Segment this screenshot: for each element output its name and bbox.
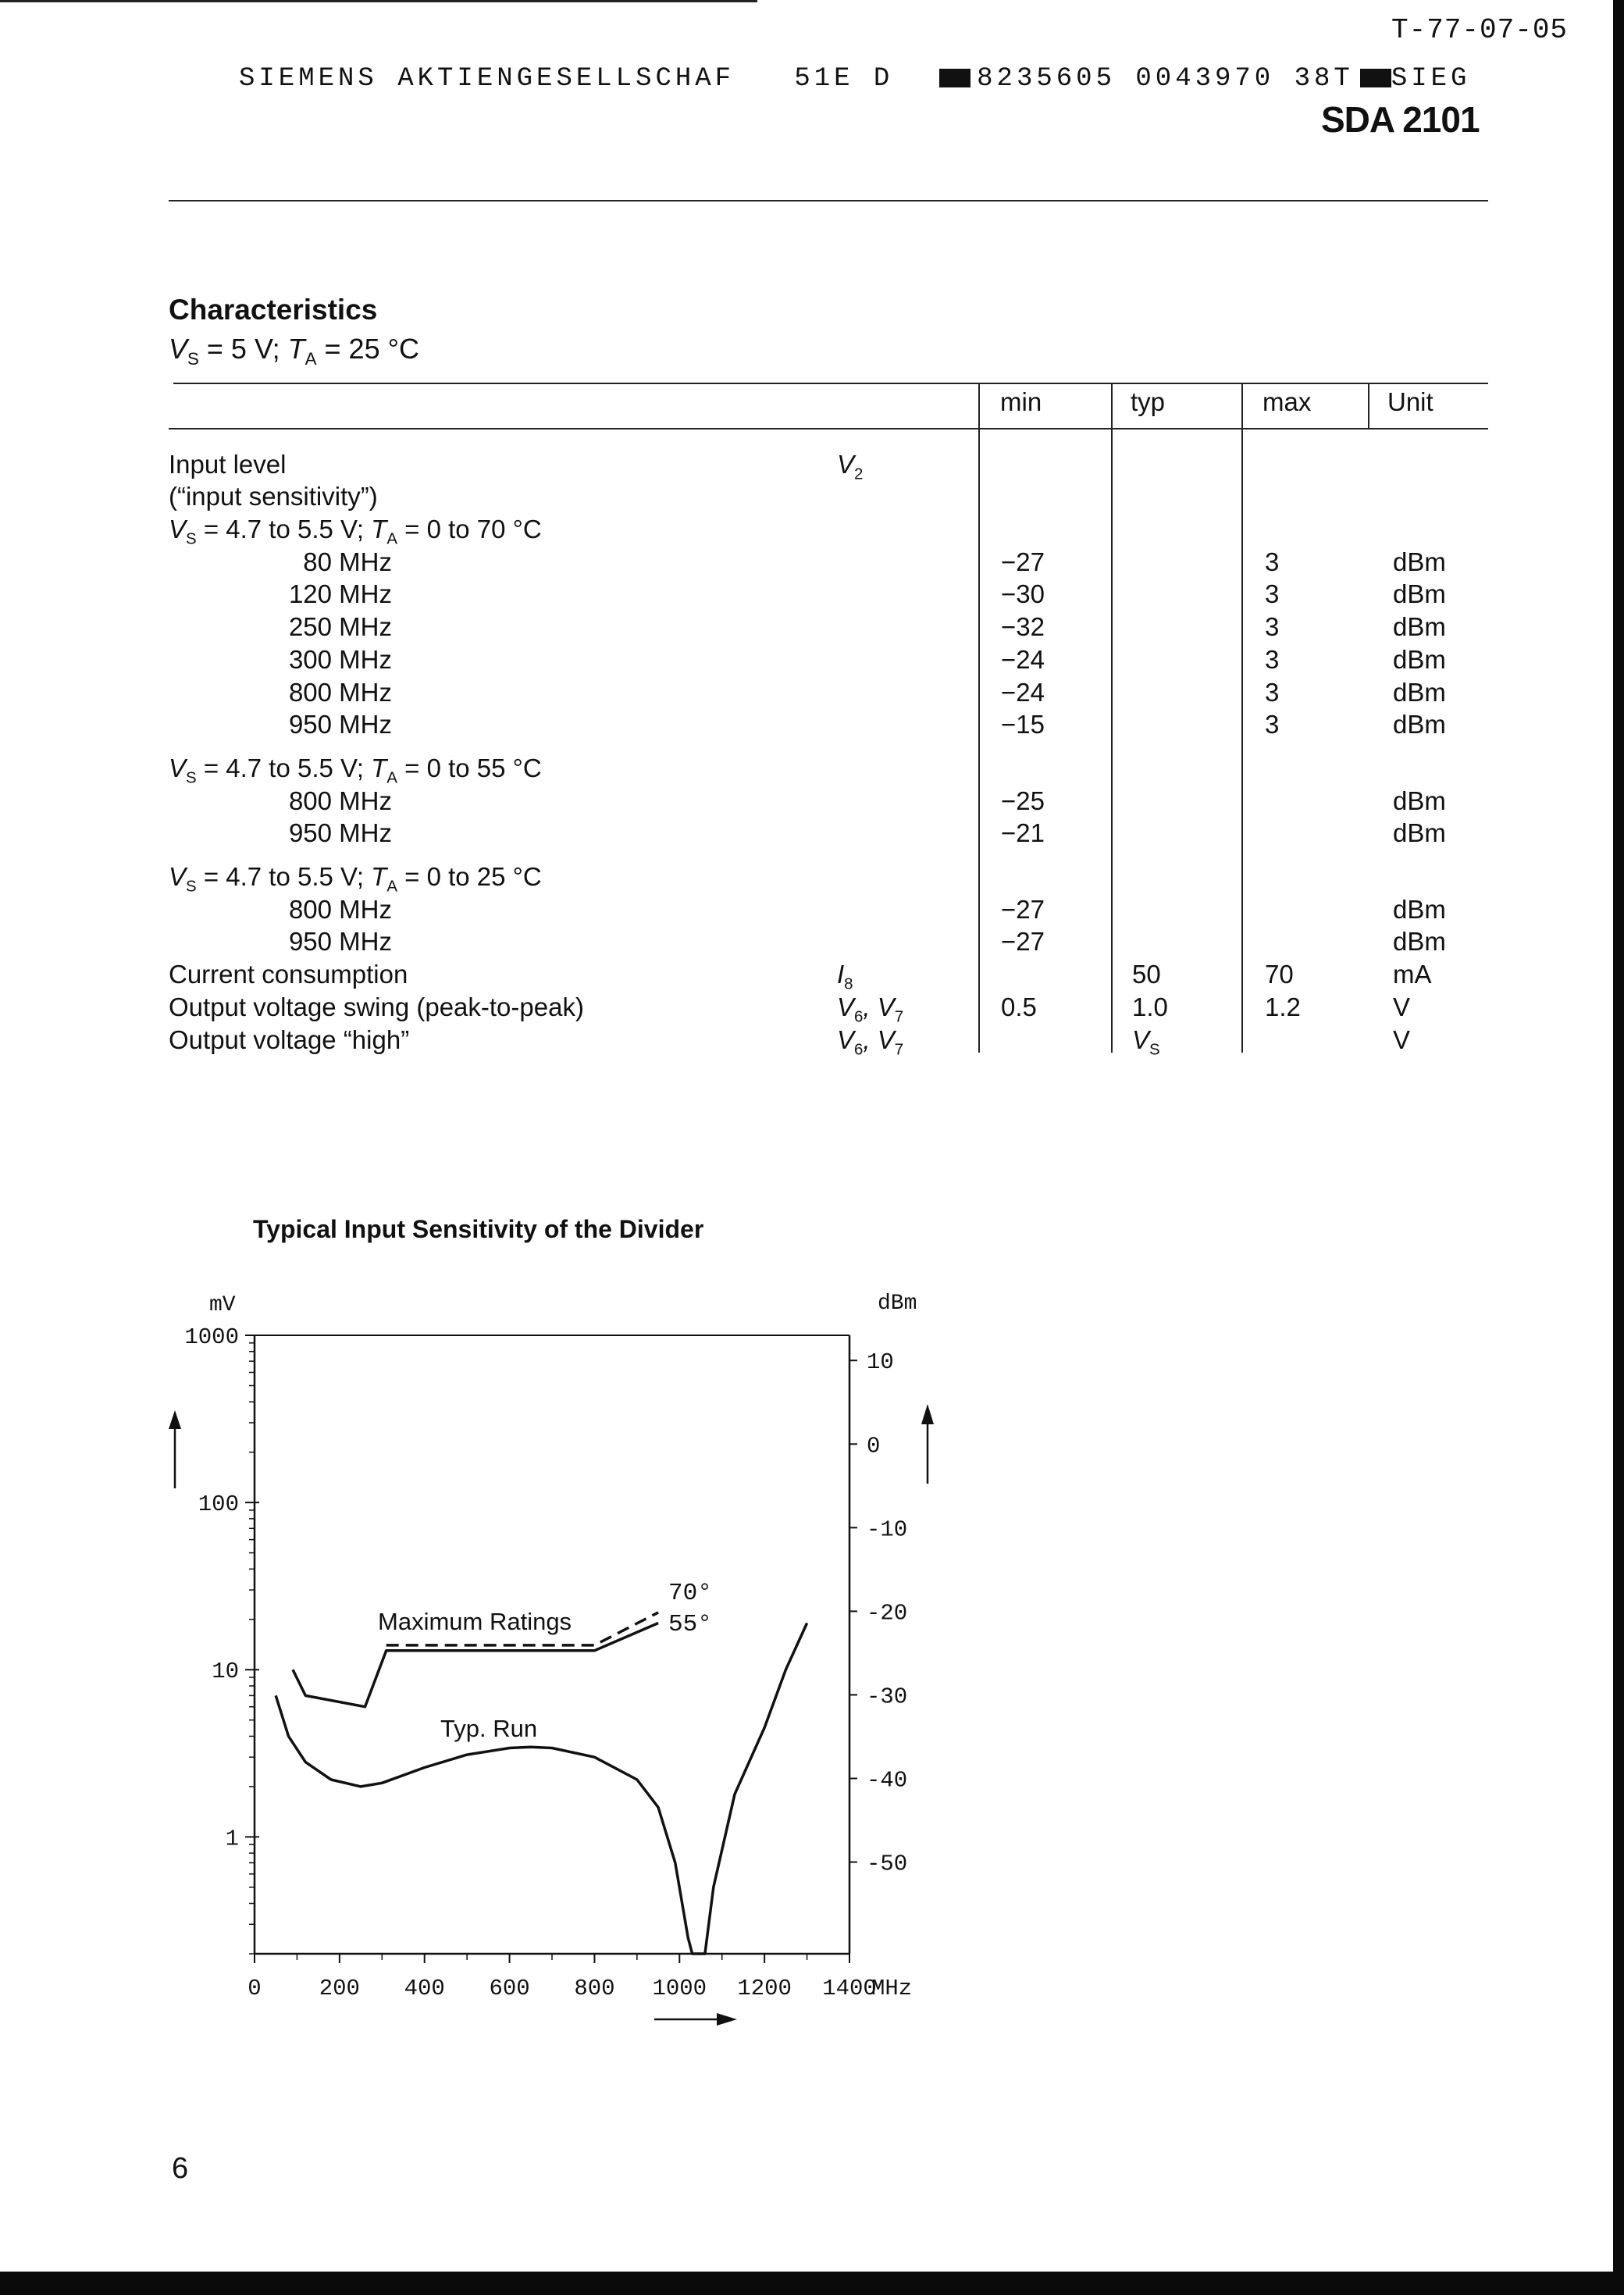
min-value: −30 <box>1001 579 1045 609</box>
min-value: −24 <box>1001 644 1045 674</box>
frequency-label: 800 MHz <box>288 677 392 707</box>
parameter-symbol: $V_6$, $V_7$ <box>837 992 904 1026</box>
max-value: 3 <box>1265 644 1280 674</box>
unit-value: dBm <box>1393 927 1446 957</box>
page-number: 6 <box>172 2152 189 2185</box>
unit-value: dBm <box>1393 579 1446 609</box>
min-value: −24 <box>1001 677 1045 707</box>
condition-row: $V_S = 4.7$ to 5.5 V; $T_A = 0$ to 70 °C <box>169 515 542 548</box>
company-name: SIEMENS AKTIENGESELLSCHAF <box>239 64 735 94</box>
y-right-tick-label: -20 <box>867 1600 908 1627</box>
y-right-unit: dBm <box>878 1292 917 1316</box>
x-axis-unit: MHz <box>871 1976 913 2001</box>
x-tick-label: 1400 <box>822 1976 877 2001</box>
min-value: −21 <box>1001 818 1045 848</box>
frequency-label: 300 MHz <box>288 644 392 674</box>
column-header-min: min <box>1000 387 1042 416</box>
frequency-label: 80 MHz <box>303 547 392 576</box>
x-tick-label: 600 <box>489 1976 530 2001</box>
max-value: 70 <box>1265 960 1294 989</box>
x-tick-label: 0 <box>248 1976 262 2001</box>
input-level-symbol: $V_2$ <box>837 450 864 483</box>
parameter-symbol: $V_6$, $V_7$ <box>837 1025 904 1059</box>
condition-row: $V_S = 4.7$ to 5.5 V; $T_A = 0$ to 55 °C <box>169 753 542 787</box>
max-value: 3 <box>1265 677 1280 707</box>
max-value: 3 <box>1265 710 1280 739</box>
y-left-tick-label: 10 <box>212 1659 239 1685</box>
section-conditions: $V_S = 5$ V; $T_A = 25$ °C <box>169 333 419 369</box>
parameter-label: Current consumption <box>169 960 408 989</box>
unit-value: dBm <box>1393 894 1446 924</box>
column-header-max: max <box>1263 387 1312 416</box>
parameter-symbol: $I_8$ <box>837 960 853 993</box>
y-left-tick-label: 100 <box>198 1491 239 1518</box>
typ-value: $V_S$ <box>1132 1025 1160 1059</box>
max-ratings-label: Maximum Ratings <box>378 1608 572 1635</box>
document-code: T-77-07-05 <box>1391 14 1569 46</box>
unit-value: dBm <box>1393 644 1446 674</box>
part-number: SDA 2101 <box>1321 99 1480 140</box>
temp-55-label: 55° <box>668 1611 712 1638</box>
min-value: −27 <box>1001 894 1045 924</box>
unit-value: dBm <box>1393 612 1446 642</box>
min-value: −27 <box>1001 927 1045 957</box>
y-left-tick-label: 1 <box>225 1826 239 1852</box>
column-header-unit: Unit <box>1387 387 1433 416</box>
y-right-tick-label: -40 <box>867 1767 908 1794</box>
temp-70-label: 70° <box>668 1580 712 1607</box>
frequency-label: 950 MHz <box>288 710 392 739</box>
max-value: 3 <box>1265 547 1280 576</box>
header-code-3: SIEG <box>1391 64 1471 94</box>
chart-title: Typical Input Sensitivity of the Divider <box>253 1215 704 1243</box>
unit-value: dBm <box>1393 786 1446 815</box>
min-value: −32 <box>1001 612 1045 642</box>
y-right-tick-label: -10 <box>867 1516 908 1543</box>
typ-value: 1.0 <box>1132 992 1168 1021</box>
x-tick-label: 200 <box>319 1976 360 2001</box>
typ-run-label: Typ. Run <box>440 1715 538 1742</box>
arrow-head-icon <box>921 1404 934 1424</box>
series-line <box>276 1623 807 1955</box>
arrow-head-icon <box>717 2013 737 2026</box>
x-tick-label: 1200 <box>737 1976 792 2001</box>
max-value: 3 <box>1265 612 1280 642</box>
y-left-tick-label: 1000 <box>184 1324 239 1350</box>
typ-value: 50 <box>1132 960 1161 989</box>
input-level-sublabel: (“input sensitivity”) <box>169 482 378 511</box>
min-value: 0.5 <box>1001 992 1037 1021</box>
header-code-1: 51E D <box>794 64 894 94</box>
y-right-tick-label: 10 <box>867 1349 894 1376</box>
unit-value: dBm <box>1393 677 1446 707</box>
header-code-2: 8235605 0043970 38T <box>977 64 1354 94</box>
condition-row: $V_S = 4.7$ to 5.5 V; $T_A = 0$ to 25 °C <box>169 862 542 896</box>
y-left-unit: mV <box>209 1293 236 1317</box>
frequency-label: 800 MHz <box>288 894 392 924</box>
column-header-typ: typ <box>1131 387 1166 416</box>
frequency-label: 950 MHz <box>288 927 392 957</box>
parameter-label: Output voltage swing (peak-to-peak) <box>169 992 584 1021</box>
input-level-label: Input level <box>169 450 287 479</box>
parameter-label: Output voltage “high” <box>169 1025 410 1054</box>
series-line <box>293 1623 658 1707</box>
max-value: 1.2 <box>1265 992 1301 1021</box>
x-tick-label: 800 <box>574 1976 615 2001</box>
section-title: Characteristics <box>169 294 378 326</box>
y-right-tick-label: -30 <box>867 1684 908 1710</box>
unit-value: mA <box>1393 960 1432 989</box>
max-value: 3 <box>1265 579 1280 609</box>
frequency-label: 800 MHz <box>288 786 392 815</box>
frequency-label: 950 MHz <box>288 818 392 848</box>
y-right-tick-label: 0 <box>867 1433 881 1459</box>
x-tick-label: 400 <box>404 1976 445 2001</box>
unit-value: dBm <box>1393 818 1446 848</box>
x-tick-label: 1000 <box>652 1976 707 2001</box>
unit-value: V <box>1393 992 1411 1021</box>
unit-value: dBm <box>1393 710 1446 739</box>
y-right-tick-label: -50 <box>867 1851 908 1877</box>
unit-value: dBm <box>1393 547 1446 576</box>
min-value: −27 <box>1001 547 1045 576</box>
arrow-head-icon <box>169 1410 181 1429</box>
frequency-label: 120 MHz <box>288 579 392 609</box>
frequency-label: 250 MHz <box>288 612 392 642</box>
unit-value: V <box>1393 1025 1411 1054</box>
min-value: −15 <box>1001 710 1045 739</box>
min-value: −25 <box>1001 786 1045 815</box>
